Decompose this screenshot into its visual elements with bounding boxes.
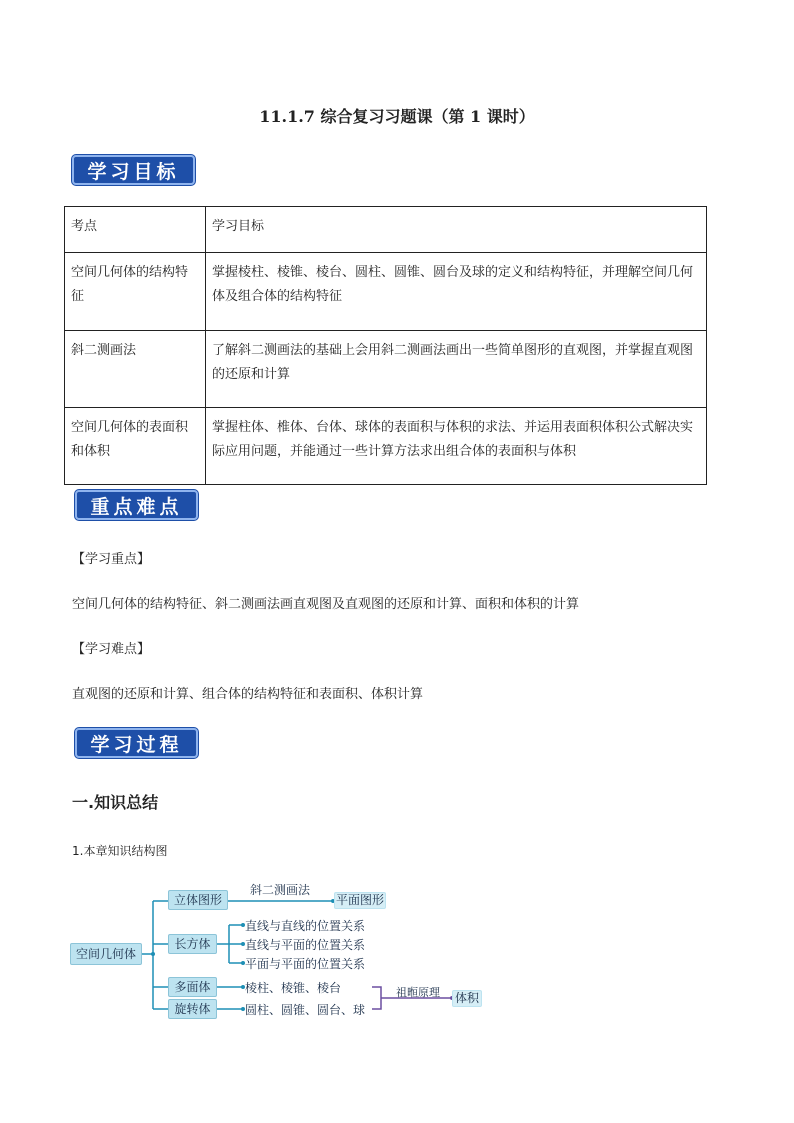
- key-focus-text: 空间几何体的结构特征、斜二测画法画直观图及直观图的还原和计算、面积和体积的计算: [72, 597, 580, 612]
- banner-key-points: 重点难点: [75, 490, 198, 520]
- row-topic: 斜二测画法: [65, 331, 206, 408]
- row-objective: 掌握棱柱、棱锥、棱台、圆柱、圆锥、圆台及球的定义和结构特征，并理解空间几何体及组合体的结构特征: [206, 253, 707, 331]
- leaf-line-plane: 直线与平面的位置关系: [245, 938, 366, 952]
- node-cuboid: 长方体: [168, 934, 217, 954]
- page-title: 11.1.7 综合复习习题课（第 1 课时）: [259, 107, 535, 126]
- row-objective: 了解斜二测画法的基础上会用斜二测画法画出一些简单图形的直观图，并掌握直观图的还原和计算: [206, 331, 707, 408]
- leaf-polyhedron-items: 棱柱、棱锥、棱台: [245, 981, 342, 995]
- edge-label-zuxuan: 祖暅原理: [396, 986, 440, 999]
- node-solid-figure: 立体图形: [168, 890, 228, 910]
- banner-objectives: 学习目标: [72, 155, 195, 185]
- node-root: 空间几何体: [70, 943, 142, 965]
- leaf-plane-plane: 平面与平面的位置关系: [245, 957, 366, 971]
- header-objective: 学习目标: [206, 207, 707, 253]
- difficulty-text: 直观图的还原和计算、组合体的结构特征和表面积、体积计算: [72, 687, 424, 702]
- banner-process: 学习过程: [75, 728, 198, 758]
- leaf-line-line: 直线与直线的位置关系: [245, 919, 366, 933]
- leaf-rotation-items: 圆柱、圆锥、圆台、球: [245, 1003, 366, 1017]
- node-volume: 体积: [452, 990, 482, 1007]
- node-polyhedron: 多面体: [168, 977, 217, 997]
- difficulty-label: 【学习难点】: [72, 642, 151, 657]
- header-topic: 考点: [65, 207, 206, 253]
- subsection-title: 1.本章知识结构图: [72, 844, 168, 858]
- row-objective: 掌握柱体、椎体、台体、球体的表面积与体积的求法、并运用表面积体积公式解决实际应用问题，并能通过一些计算方法求出组合体的表面积与体积: [206, 408, 707, 485]
- key-focus-label: 【学习重点】: [72, 552, 151, 567]
- section-title: 一.知识总结: [72, 793, 159, 812]
- row-topic: 空间几何体的结构特征: [65, 253, 206, 331]
- row-topic: 空间几何体的表面积和体积: [65, 408, 206, 485]
- node-plane-figure: 平面图形: [335, 893, 384, 907]
- edge-label-oblique: 斜二测画法: [250, 883, 311, 897]
- node-rotation-body: 旋转体: [168, 999, 217, 1019]
